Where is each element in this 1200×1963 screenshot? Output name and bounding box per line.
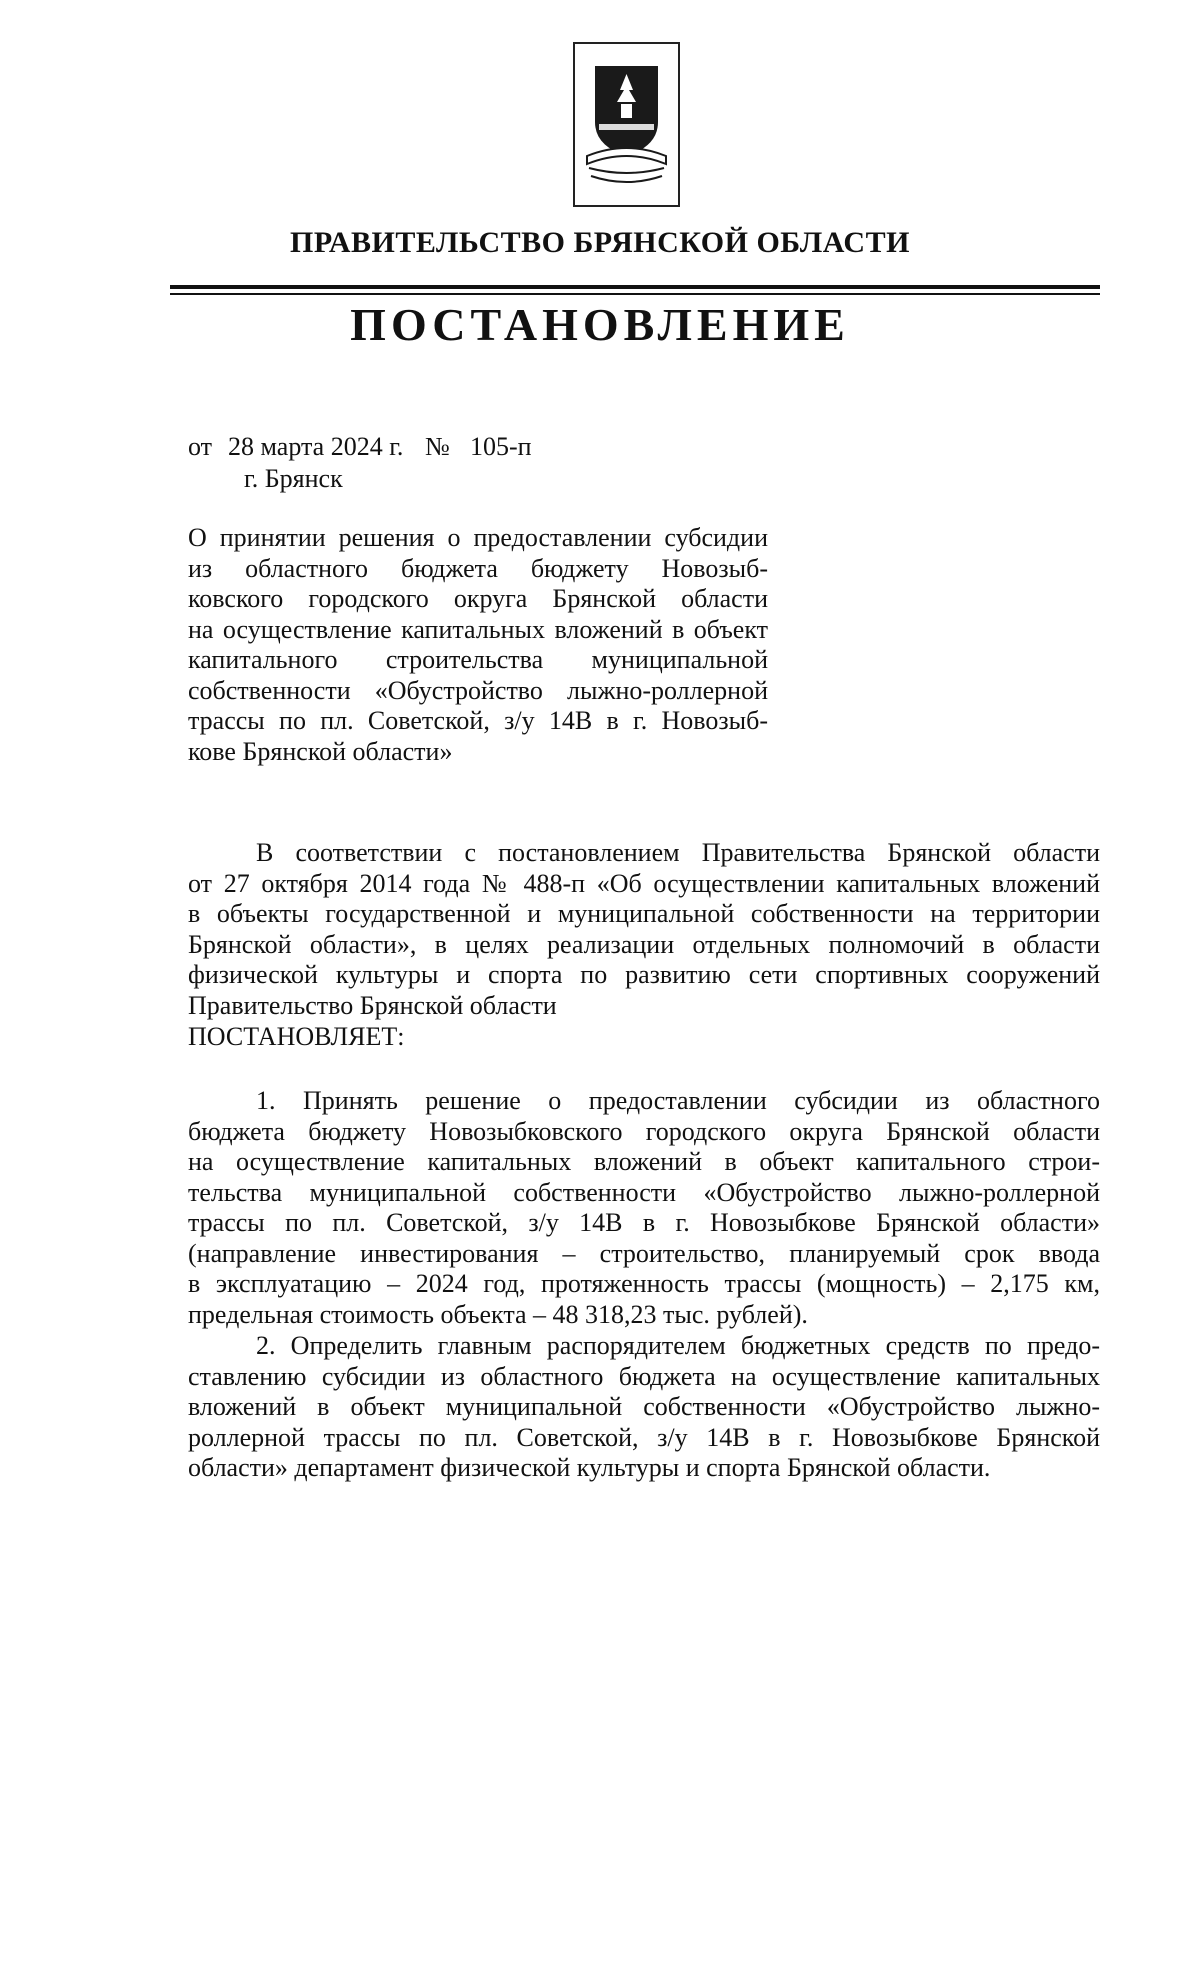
preamble-line: в объекты государственной и муниципальной собственности на территории <box>188 899 1100 928</box>
item-2-line: роллерной трассы по пл. Советской, з/у 14В в г. Новозыбкове Брянской <box>188 1422 1100 1452</box>
title-line: из областного бюджета бюджету Новозыб- <box>188 553 768 583</box>
preamble-line: В соответствии с постановлением Правительства Брянской области <box>256 838 1100 867</box>
document-number: 105-п <box>470 432 532 461</box>
item-2-line: области» департамент физической культуры и спорта Брянской области. <box>188 1453 991 1482</box>
number-sign: № <box>425 432 450 461</box>
item-2-line: 2. Определить главным распорядителем бюджетных средств по предо- <box>256 1331 1100 1360</box>
header-rule-thin <box>170 293 1100 295</box>
item-1-line: на осуществление капитальных вложений в объект капитального строи- <box>188 1147 1100 1176</box>
preamble-line: Брянской области», в целях реализации отдельных полномочий в области <box>188 929 1100 959</box>
preamble-line: Правительство Брянской области <box>188 990 557 1020</box>
item-1-line: бюджета бюджету Новозыбковского городского округа Брянской области <box>188 1116 1100 1146</box>
organization-name: ПРАВИТЕЛЬСТВО БРЯНСКОЙ ОБЛАСТИ <box>290 226 910 259</box>
title-line: на осуществление капитальных вложений в объект <box>188 614 768 644</box>
coat-of-arms-emblem <box>573 42 680 207</box>
document-city: г. Брянск <box>244 464 343 493</box>
preamble-paragraph <box>188 838 1100 1021</box>
item-1-line: в эксплуатацию – 2024 год, протяженность трассы (мощность) – 2,175 км, <box>188 1269 1100 1298</box>
document-date: 28 марта 2024 г. <box>228 432 404 461</box>
preamble-line: от 27 октября 2014 года № 488-п «Об осуществлении капитальных вложений <box>188 868 1100 898</box>
resolves-heading: ПОСТАНОВЛЯЕТ: <box>188 1022 405 1051</box>
title-line: О принятии решения о предоставлении субсидии <box>188 523 768 552</box>
item-1-line: тельства муниципальной собственности «Обустройство лыжно-роллерной <box>188 1177 1100 1207</box>
date-prefix: от <box>188 432 213 461</box>
coat-of-arms-icon <box>575 44 678 205</box>
item-1-line: (направление инвестирования – строительство, планируемый срок ввода <box>188 1238 1100 1268</box>
title-line: собственности «Обустройство лыжно-роллерной <box>188 675 768 705</box>
document-type: ПОСТАНОВЛЕНИЕ <box>350 299 850 350</box>
item-1-line: 1. Принять решение о предоставлении субсидии из областного <box>256 1086 1100 1115</box>
item-1-paragraph <box>188 1086 1100 1330</box>
document-title <box>188 523 768 767</box>
item-1-line: трассы по пл. Советской, з/у 14В в г. Новозыбкове Брянской области» <box>188 1208 1100 1237</box>
preamble-line: физической культуры и спорта по развитию сети спортивных сооружений <box>188 960 1100 989</box>
title-line: кове Брянской области» <box>188 736 453 766</box>
header-rule-thick <box>170 285 1100 289</box>
item-1-line: предельная стоимость объекта – 48 318,23 тыс. рублей). <box>188 1299 808 1329</box>
item-2-line: вложений в объект муниципальной собственности «Обустройство лыжно- <box>188 1392 1100 1421</box>
title-line: ковского городского округа Брянской области <box>188 584 768 613</box>
item-2-line: ставлению субсидии из областного бюджета на осуществление капитальных <box>188 1361 1100 1391</box>
item-2-paragraph <box>188 1331 1100 1484</box>
title-line: капитального строительства муниципальной <box>188 645 768 674</box>
title-line: трассы по пл. Советской, з/у 14В в г. Новозыб- <box>188 706 768 735</box>
